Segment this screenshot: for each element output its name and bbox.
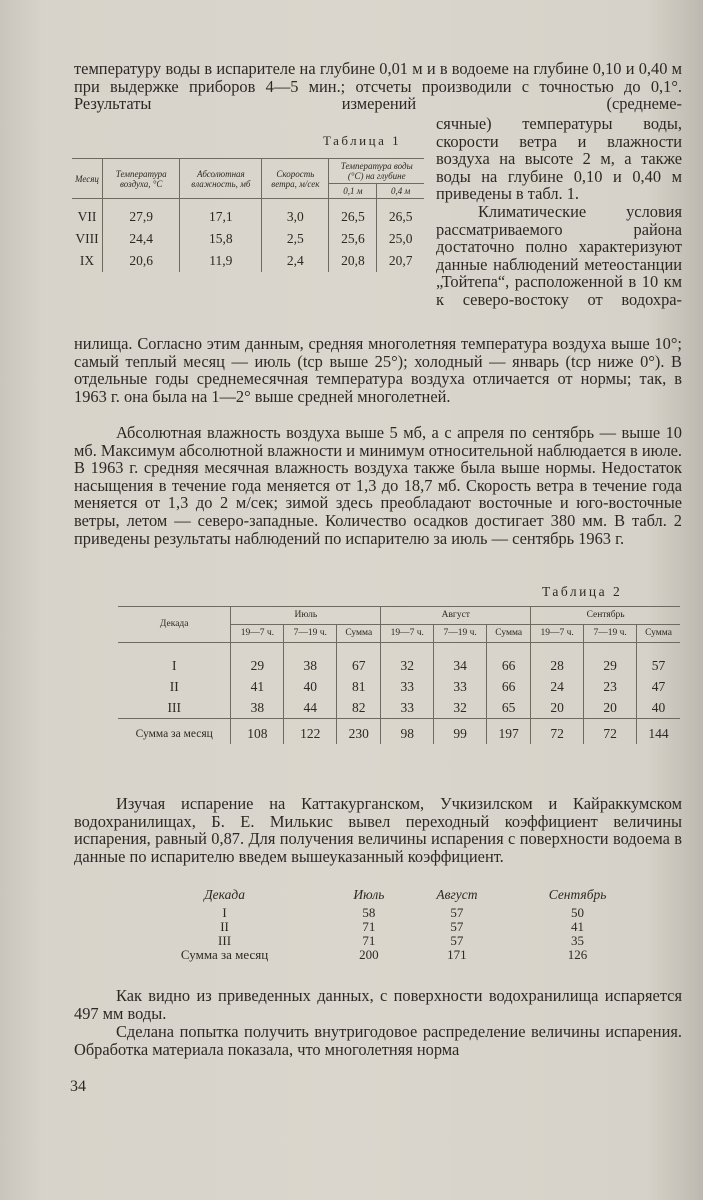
- t2-cell: 230: [337, 719, 381, 745]
- t1-cell: 2,4: [262, 250, 329, 272]
- t3-header: Август: [436, 887, 478, 902]
- t1-header-month: Месяц: [72, 159, 102, 199]
- t1-header-abs-humidity: Абсолютная влажность, мб: [180, 159, 262, 199]
- t3-cell: 71: [362, 933, 376, 948]
- t2-cell: 40: [284, 676, 337, 697]
- table-row: [72, 228, 424, 250]
- paragraph-humidity: Абсолютная влажность воздуха выше 5 мб, а с апреля по сентябрь — выше 10 мб. Максимум абсолютной влажности и минимум относительной наблюдается в июле. В 1963 г. средняя месячная влажность воздуха также была выше нормы. Недостаток насыщения в течение года меняется от 1,3 до 18,7 мб. Скорость ветра в течение года меняется от 1,3 до 2 м/сек; зимой здесь преобладают восточные и юго-восточные ветры, летом — северо-западные. Количество осадков достигает 380 мм. В табл. 2 приведены результаты наблюдений по испарителю за июль — сентябрь 1963 г.: [74, 423, 682, 548]
- t2-cell: 28: [531, 643, 584, 677]
- t1-cell: 11,9: [180, 250, 262, 272]
- table-row: [118, 676, 680, 697]
- t2-subheader: 7—19 ч.: [284, 625, 337, 643]
- t3-header: Июль: [353, 887, 385, 902]
- t2-cell: 122: [284, 719, 337, 745]
- t2-subheader: 19—7 ч.: [381, 625, 434, 643]
- t1-cell: 26,5: [329, 199, 377, 229]
- paragraph-intro: температуру воды в испарителе на глубине 0,01 м и в водоеме на глубине 0,10 и 0,40 м при выдержке приборов 4—5 мин.; отсчеты производили с точностью до 0,1°. Результаты измерений (среднеме-: [74, 59, 682, 114]
- t2-cell: 33: [381, 676, 434, 697]
- t2-cell: 66: [487, 643, 531, 677]
- t2-header-month: Сентябрь: [531, 607, 680, 625]
- t1-cell: 3,0: [262, 199, 329, 229]
- t3-cell: 57: [450, 919, 464, 934]
- t2-cell: 72: [531, 719, 584, 745]
- t2-cell: 66: [487, 676, 531, 697]
- t1-cell: 2,5: [262, 228, 329, 250]
- t1-cell: 17,1: [180, 199, 262, 229]
- t1-cell: 27,9: [102, 199, 180, 229]
- t2-cell: 144: [637, 719, 680, 745]
- t1-cell: 26,5: [377, 199, 424, 229]
- t3-cell: 41: [571, 919, 585, 934]
- t3-cell: 57: [450, 905, 464, 920]
- table3: [118, 887, 648, 962]
- table-row: [118, 697, 680, 719]
- t2-cell: 98: [381, 719, 434, 745]
- table2-caption: Таблица 2: [542, 584, 623, 599]
- t3-header: Декада: [204, 887, 245, 902]
- table-row: [72, 199, 424, 229]
- paragraph-temperature: нилища. Согласно этим данным, средняя многолетняя температура воздуха выше 10°; самый теплый месяц — июль (tср выше 25°); холодный — январь (tср ниже 0°). В отдельные годы среднемесячная температура воздуха отличается от нормы; так, в 1963 г. она была на 1—2° выше средней многолетней.: [74, 334, 682, 406]
- t2-cell: I: [118, 643, 231, 677]
- table-row: [118, 920, 648, 934]
- t1-header-depth1: 0,1 м: [329, 184, 377, 199]
- t1-cell: 20,8: [329, 250, 377, 272]
- t2-cell: 33: [381, 697, 434, 719]
- paragraph-climate: Климатические условия рассматриваемого района достаточно полно характеризуют данные наблюдений метеостанции „Тойтепа“, расположенной в 10 км к северо-востоку от водохра-: [436, 202, 682, 309]
- t2-cell: 32: [434, 697, 487, 719]
- t2-sum-label: Сумма за месяц: [118, 719, 231, 745]
- t3-cell: 171: [447, 947, 467, 962]
- t2-cell: 38: [284, 643, 337, 677]
- t2-cell: 33: [434, 676, 487, 697]
- table2: [118, 606, 680, 744]
- t3-cell: I: [222, 905, 227, 920]
- t1-cell: 20,6: [102, 250, 180, 272]
- t3-cell: II: [220, 919, 229, 934]
- t2-cell: II: [118, 676, 231, 697]
- table1: [72, 158, 424, 272]
- paragraph-distribution: Сделана попытка получить внутригодовое распределение величины испарения. Обработка материала показала, что многолетняя норма: [74, 1022, 682, 1059]
- t2-cell: 99: [434, 719, 487, 745]
- t1-cell: 20,7: [377, 250, 424, 272]
- t2-cell: 81: [337, 676, 381, 697]
- paragraph-table1-ref: сячные) температуры воды, скорости ветра и влажности воздуха на высоте 2 м, а также воды на глубине 0,10 и 0,40 м приведены в табл. 1.: [436, 114, 682, 204]
- table-sum-row: [118, 719, 680, 745]
- t2-cell: 38: [231, 697, 284, 719]
- t1-cell: 24,4: [102, 228, 180, 250]
- t3-cell: 58: [362, 905, 376, 920]
- t2-cell: III: [118, 697, 231, 719]
- page-number: 34: [70, 1078, 86, 1095]
- t2-subheader: Сумма: [487, 625, 531, 643]
- t2-subheader: Сумма: [337, 625, 381, 643]
- table-row: [118, 948, 648, 962]
- t2-subheader: 19—7 ч.: [531, 625, 584, 643]
- t2-cell: 65: [487, 697, 531, 719]
- t3-cell: Сумма за месяц: [180, 947, 269, 962]
- t1-cell: VIII: [72, 228, 102, 250]
- t2-cell: 108: [231, 719, 284, 745]
- t2-subheader: 19—7 ч.: [231, 625, 284, 643]
- t1-header-wind: Скорость ветра, м/сек: [262, 159, 329, 199]
- t2-cell: 29: [231, 643, 284, 677]
- t2-cell: 197: [487, 719, 531, 745]
- t2-subheader: 7—19 ч.: [434, 625, 487, 643]
- t3-cell: 200: [359, 947, 379, 962]
- t2-cell: 34: [434, 643, 487, 677]
- t3-cell: 71: [362, 919, 376, 934]
- t2-cell: 20: [584, 697, 637, 719]
- t3-cell: 50: [571, 905, 585, 920]
- t3-cell: 57: [450, 933, 464, 948]
- t2-header-month: Июль: [231, 607, 381, 625]
- t2-subheader: Сумма: [637, 625, 680, 643]
- table-row: [118, 643, 680, 677]
- t2-cell: 20: [531, 697, 584, 719]
- table-row: [72, 250, 424, 272]
- t2-cell: 47: [637, 676, 680, 697]
- t2-cell: 41: [231, 676, 284, 697]
- t2-header-decade: Декада: [118, 607, 231, 643]
- t2-cell: 82: [337, 697, 381, 719]
- t1-cell: VII: [72, 199, 102, 229]
- t1-header-depth2: 0,4 м: [377, 184, 424, 199]
- t1-header-air-temp: Температура воздуха, °С: [102, 159, 180, 199]
- t1-header-water-temp: Температура воды (°С) на глубине: [329, 159, 424, 184]
- t2-subheader: 7—19 ч.: [584, 625, 637, 643]
- t3-cell: 35: [571, 933, 585, 948]
- t2-cell: 44: [284, 697, 337, 719]
- t1-cell: IX: [72, 250, 102, 272]
- t2-cell: 67: [337, 643, 381, 677]
- t2-cell: 32: [381, 643, 434, 677]
- table-row: [118, 934, 648, 948]
- t3-cell: 126: [567, 947, 588, 962]
- paragraph-result: Как видно из приведенных данных, с поверхности водохранилища испаряется 497 мм воды.: [74, 986, 682, 1023]
- t2-cell: 40: [637, 697, 680, 719]
- t2-cell: 72: [584, 719, 637, 745]
- t1-cell: 25,6: [329, 228, 377, 250]
- t2-header-month: Август: [381, 607, 531, 625]
- t2-cell: 57: [637, 643, 680, 677]
- t3-header: Сентябрь: [548, 887, 607, 902]
- t3-cell: III: [218, 933, 232, 948]
- paragraph-evaporation: Изучая испарение на Каттакурганском, Учкизилском и Кайраккумском водохранилищах, Б. Е. Милькис вывел переходный коэффициент величины испарения, равный 0,87. Для получения величины испарения с поверхности водоема в данные по испарителю введем вышеуказанный коэффициент.: [74, 794, 682, 866]
- t1-cell: 15,8: [180, 228, 262, 250]
- t1-cell: 25,0: [377, 228, 424, 250]
- t2-cell: 24: [531, 676, 584, 697]
- table1-caption: Таблица 1: [323, 133, 402, 148]
- table-row: [118, 906, 648, 920]
- t2-cell: 23: [584, 676, 637, 697]
- t2-cell: 29: [584, 643, 637, 677]
